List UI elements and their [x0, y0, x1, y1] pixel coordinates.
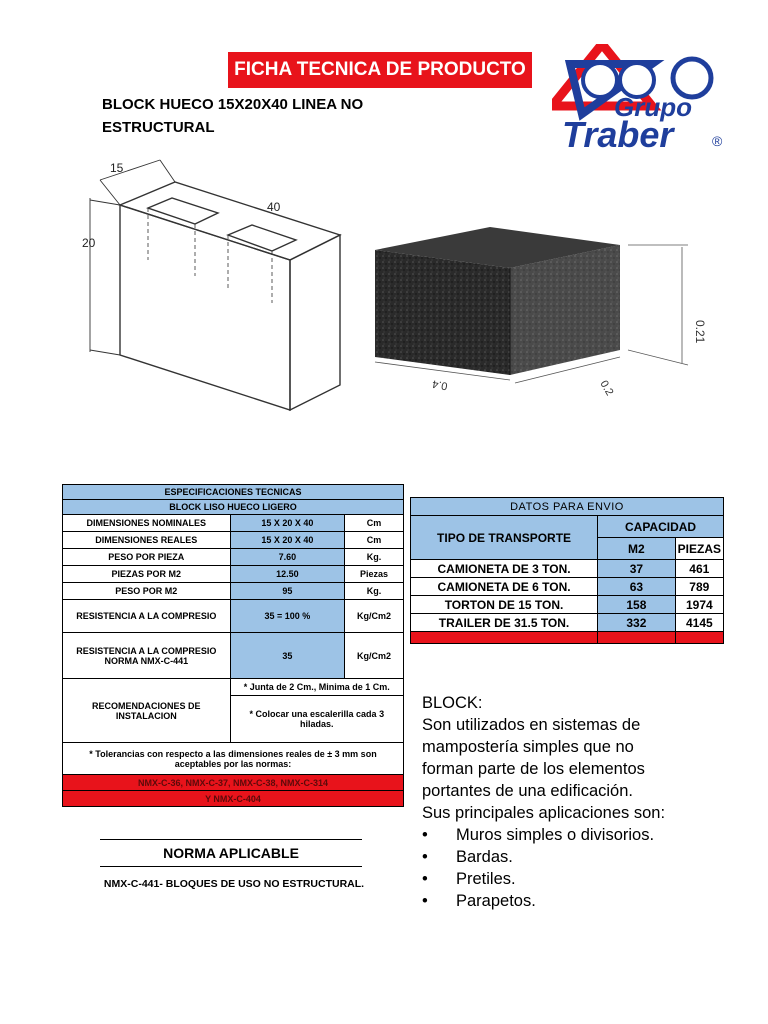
- footer-cell: [411, 632, 598, 644]
- bullet-icon: •: [422, 826, 428, 844]
- shipping-title: DATOS PARA ENVIO: [411, 498, 724, 516]
- description-line: Son utilizados en sistemas de: [422, 716, 641, 734]
- bullet-icon: •: [422, 870, 428, 888]
- recommendation-item: * Junta de 2 Cm., Minima de 1 Cm.: [230, 679, 403, 696]
- tolerance-note: [63, 743, 404, 775]
- list-item: [422, 824, 722, 846]
- transport-type: CAMIONETA DE 3 TON.: [411, 560, 598, 578]
- spec-unit: Cm: [345, 532, 404, 549]
- col-m2: M2: [598, 538, 676, 560]
- table-row: [63, 743, 404, 775]
- block-photo: [370, 225, 740, 400]
- norma-text: NMX-C-441- BLOQUES DE USO NO ESTRUCTURAL.: [103, 878, 365, 890]
- capacity-piezas: 461: [675, 560, 723, 578]
- tolerance-line1: * Tolerancias con respecto a las dimensiones reales de ± 3 mm son: [89, 748, 377, 759]
- bullet-icon: •: [422, 848, 428, 866]
- spec-unit: Kg/Cm2: [345, 633, 404, 679]
- table-row: [411, 560, 724, 578]
- product-name: [102, 93, 402, 139]
- transport-type: CAMIONETA DE 6 TON.: [411, 578, 598, 596]
- table-row: [411, 614, 724, 632]
- list-item-text: Muros simples o divisorios.: [456, 826, 655, 844]
- dim-length-label: 40: [267, 200, 281, 214]
- list-item: [422, 846, 722, 868]
- spec-label-line1: RESISTENCIA A LA COMPRESIO: [76, 645, 217, 656]
- recommendation-item: [230, 696, 403, 743]
- block-technical-drawing: [60, 140, 370, 430]
- spec-value: 35: [230, 633, 345, 679]
- recommendation-line1: * Colocar una escalerilla cada 3: [249, 709, 385, 719]
- list-item: [422, 890, 722, 912]
- photo-dim-height: 0.21: [693, 320, 707, 344]
- tolerance-line2: aceptables por las normas:: [174, 758, 292, 769]
- document-title: FICHA TECNICA DE PRODUCTO: [228, 52, 532, 88]
- table-row: [63, 583, 404, 600]
- dim-width-label: 15: [110, 161, 124, 175]
- recommendations-label: [63, 679, 231, 743]
- block-description: [422, 692, 722, 912]
- spec-label: PIEZAS POR M2: [63, 566, 231, 583]
- col-transport-type: TIPO DE TRANSPORTE: [411, 516, 598, 560]
- table-footer-row: [411, 632, 724, 644]
- transport-type: TRAILER DE 31.5 TON.: [411, 614, 598, 632]
- table-row: [63, 549, 404, 566]
- specs-header: ESPECIFICACIONES TECNICAS: [63, 485, 404, 500]
- norma-title: NORMA APLICABLE: [163, 845, 299, 861]
- capacity-m2: 158: [598, 596, 676, 614]
- spec-unit: Cm: [345, 515, 404, 532]
- table-row: [411, 596, 724, 614]
- photo-dim-width: 0.2: [597, 378, 616, 398]
- spec-unit: Kg/Cm2: [345, 600, 404, 633]
- spec-value: 7.60: [230, 549, 345, 566]
- col-capacity: CAPACIDAD: [598, 516, 724, 538]
- capacity-piezas: 1974: [675, 596, 723, 614]
- spec-value: 12.50: [230, 566, 345, 583]
- product-name-line1: BLOCK HUECO 15X20X40 LINEA NO: [102, 96, 364, 113]
- recommendations-label-line2: INSTALACION: [115, 710, 177, 721]
- list-item-text: Pretiles.: [456, 870, 516, 888]
- list-item-text: Parapetos.: [456, 892, 536, 910]
- divider: [100, 839, 362, 840]
- recommendation-line2: hiladas.: [300, 719, 334, 729]
- description-line: portantes de una edificación.: [422, 782, 633, 800]
- spec-label-line2: NORMA NMX-C-441: [104, 655, 189, 666]
- description-line: mampostería simples que no: [422, 738, 634, 756]
- photo-dim-length: 0.4: [431, 377, 449, 392]
- product-name-line2: ESTRUCTURAL: [102, 119, 215, 136]
- spec-unit: Kg.: [345, 583, 404, 600]
- capacity-m2: 332: [598, 614, 676, 632]
- col-piezas: PIEZAS: [675, 538, 723, 560]
- transport-type: TORTON DE 15 TON.: [411, 596, 598, 614]
- applications-heading: Sus principales aplicaciones son:: [422, 804, 666, 822]
- spec-label: PESO POR PIEZA: [63, 549, 231, 566]
- specs-subheader: BLOCK LISO HUECO LIGERO: [63, 500, 404, 515]
- logo-text-grupo: Grupo: [614, 92, 692, 122]
- specs-table: [62, 484, 404, 807]
- table-row: [63, 515, 404, 532]
- spec-label: DIMENSIONES NOMINALES: [63, 515, 231, 532]
- spec-label: PESO POR M2: [63, 583, 231, 600]
- list-item-text: Bardas.: [456, 848, 513, 866]
- spec-unit: Piezas: [345, 566, 404, 583]
- norms-line2: Y NMX-C-404: [63, 791, 404, 807]
- spec-value: 95: [230, 583, 345, 600]
- block-heading: BLOCK:: [422, 694, 483, 712]
- table-row: [63, 679, 404, 696]
- applications-list: [422, 824, 722, 912]
- capacity-m2: 63: [598, 578, 676, 596]
- bullet-icon: •: [422, 892, 428, 910]
- dim-height-label: 20: [82, 236, 96, 250]
- table-row: [63, 566, 404, 583]
- spec-value: 15 X 20 X 40: [230, 515, 345, 532]
- divider: [100, 866, 362, 867]
- spec-value: 15 X 20 X 40: [230, 532, 345, 549]
- table-row: [63, 600, 404, 633]
- footer-cell: [675, 632, 723, 644]
- spec-label: DIMENSIONES REALES: [63, 532, 231, 549]
- capacity-m2: 37: [598, 560, 676, 578]
- spec-value: 35 = 100 %: [230, 600, 345, 633]
- norms-line1: NMX-C-36, NMX-C-37, NMX-C-38, NMX-C-314: [63, 775, 404, 791]
- spec-label: RESISTENCIA A LA COMPRESIO: [63, 600, 231, 633]
- logo-text-traber: Traber: [562, 114, 674, 154]
- footer-cell: [598, 632, 676, 644]
- capacity-piezas: 4145: [675, 614, 723, 632]
- spec-unit: Kg.: [345, 549, 404, 566]
- description-line: forman parte de los elementos: [422, 760, 645, 778]
- shipping-table: [410, 497, 724, 644]
- registered-mark: ®: [712, 133, 723, 149]
- table-row: [411, 578, 724, 596]
- recommendations-label-line1: RECOMENDACIONES DE: [92, 700, 201, 711]
- list-item: [422, 868, 722, 890]
- spec-label: [63, 633, 231, 679]
- grupo-traber-logo: [552, 44, 732, 154]
- table-row: [63, 633, 404, 679]
- capacity-piezas: 789: [675, 578, 723, 596]
- table-row: [63, 532, 404, 549]
